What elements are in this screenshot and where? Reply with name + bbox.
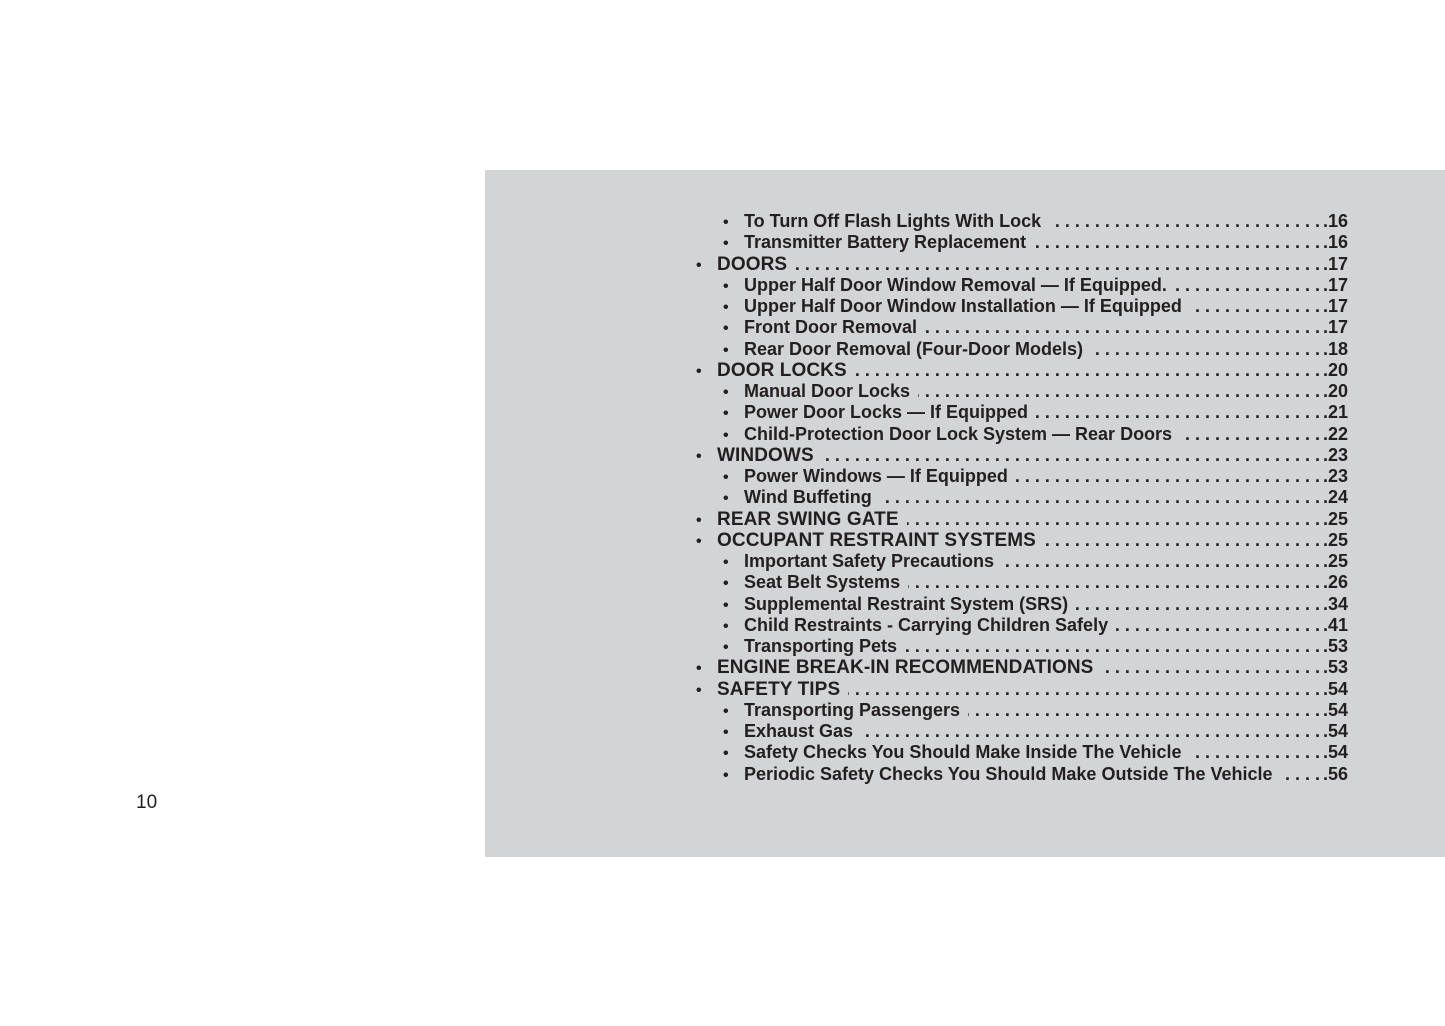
dot-leader — [918, 381, 1320, 402]
toc-entry-title: Upper Half Door Window Removal — If Equipped. — [744, 274, 1167, 295]
dot-leader — [1049, 211, 1320, 232]
dot-leader — [1175, 275, 1320, 296]
toc-entry-title: Important Safety Precautions — [744, 551, 995, 571]
toc-subsection[interactable] — [696, 232, 1348, 253]
dot-leader — [848, 679, 1320, 700]
toc-entry-page: .54 — [1322, 742, 1348, 763]
toc-entry-title: Seat Belt Systems — [744, 572, 901, 593]
toc-subsection[interactable] — [696, 275, 1348, 296]
toc-subsection[interactable] — [696, 487, 1348, 508]
toc-entry-page: .18 — [1322, 338, 1348, 359]
dot-leader — [1044, 530, 1320, 551]
bullet-icon: • — [723, 596, 729, 614]
toc-entry-page: .24 — [1322, 487, 1348, 508]
dot-leader — [855, 360, 1320, 381]
page-number: 10 — [136, 792, 158, 813]
toc-entry-page: .41 — [1322, 614, 1348, 635]
toc-entry-page: .54 — [1322, 721, 1348, 741]
toc-entry-page: .23 — [1322, 444, 1348, 465]
toc-subsection[interactable] — [696, 742, 1348, 763]
toc-subsection[interactable] — [696, 764, 1348, 785]
bullet-icon: • — [723, 702, 729, 720]
toc-subsection[interactable] — [696, 296, 1348, 317]
toc-panel — [485, 170, 1445, 857]
dot-leader — [1036, 402, 1320, 423]
toc-entry-title: Upper Half Door Window Installation — If Equipped — [744, 296, 1182, 316]
bullet-icon: • — [723, 426, 729, 444]
dot-leader — [1190, 296, 1320, 317]
toc-subsection[interactable] — [696, 317, 1348, 338]
toc-entry-title: Wind Buffeting — [744, 487, 872, 508]
toc-entry-page: .21 — [1322, 402, 1348, 423]
toc-entry-title: ENGINE BREAK-IN RECOMMENDATIONS — [717, 657, 1094, 679]
toc-entry-page: .25 — [1322, 529, 1348, 550]
toc-entry-title: OCCUPANT RESTRAINT SYSTEMS — [717, 529, 1036, 551]
dot-leader — [1101, 657, 1320, 678]
toc-entry-page: .20 — [1322, 359, 1348, 380]
toc-entry-page: .17 — [1322, 317, 1348, 338]
toc-entry-title: SAFETY TIPS — [717, 678, 841, 700]
toc-subsection[interactable] — [696, 594, 1348, 615]
toc-section[interactable] — [696, 679, 1348, 700]
toc-entry-page: .23 — [1322, 466, 1348, 486]
dot-leader — [822, 445, 1320, 466]
toc-subsection[interactable] — [696, 615, 1348, 636]
toc-entry-title: Child-Protection Door Lock System — Rear Doors — [744, 423, 1173, 444]
toc-entry-page: .54 — [1322, 699, 1348, 720]
toc-entry-page: .25 — [1322, 508, 1348, 529]
toc-subsection[interactable] — [696, 572, 1348, 593]
toc-subsection[interactable] — [696, 721, 1348, 742]
bullet-icon: • — [696, 681, 702, 699]
toc-entry-page: .16 — [1322, 211, 1348, 231]
dot-leader — [1189, 742, 1319, 763]
toc-entry-page: .54 — [1322, 678, 1348, 699]
toc-entry-title: Rear Door Removal (Four-Door Models) — [744, 338, 1084, 359]
toc-entry-title: Periodic Safety Checks You Should Make Outside The Vehicle — [744, 763, 1273, 784]
bullet-icon: • — [723, 724, 729, 741]
dot-leader — [1116, 615, 1320, 636]
toc-entry-title: To Turn Off Flash Lights With Lock — [744, 211, 1042, 231]
bullet-icon: • — [696, 660, 702, 678]
toc-subsection[interactable] — [696, 551, 1348, 572]
dot-leader — [1016, 466, 1320, 487]
toc-entry-page: .16 — [1322, 232, 1348, 253]
toc-section[interactable] — [696, 360, 1348, 381]
bullet-icon: • — [723, 405, 729, 423]
bullet-icon: • — [696, 511, 702, 529]
dot-leader — [908, 572, 1320, 593]
toc-entry-title: Transporting Passengers — [744, 699, 961, 720]
bullet-icon: • — [696, 447, 702, 465]
toc-entry-page: .56 — [1322, 763, 1348, 784]
dot-leader — [905, 636, 1320, 657]
toc-section[interactable] — [696, 254, 1348, 275]
bullet-icon: • — [723, 575, 729, 593]
bullet-icon: • — [723, 214, 729, 231]
toc-entry-title: WINDOWS — [717, 444, 814, 466]
toc-entry-title: Power Windows — If Equipped — [744, 466, 1008, 486]
bullet-icon: • — [723, 235, 729, 253]
toc-subsection[interactable] — [696, 339, 1348, 360]
bullet-icon: • — [723, 277, 729, 295]
toc-entry-page: .26 — [1322, 572, 1348, 593]
bullet-icon: • — [723, 554, 729, 571]
bullet-icon: • — [723, 384, 729, 401]
toc-entry-title: Child Restraints - Carrying Children Safely — [744, 614, 1109, 635]
dot-leader — [1281, 764, 1320, 785]
bullet-icon: • — [723, 299, 729, 316]
dot-leader — [1002, 551, 1320, 572]
toc-entry-title: REAR SWING GATE — [717, 508, 899, 530]
dot-leader — [1180, 424, 1320, 445]
dot-leader — [880, 487, 1320, 508]
toc-section[interactable] — [696, 509, 1348, 530]
toc-subsection[interactable] — [696, 402, 1348, 423]
dot-leader — [925, 317, 1320, 338]
toc-section[interactable] — [696, 530, 1348, 551]
bullet-icon: • — [723, 341, 729, 359]
dot-leader — [1091, 339, 1320, 360]
bullet-icon: • — [723, 617, 729, 635]
toc-section[interactable] — [696, 445, 1348, 466]
dot-leader — [1076, 594, 1320, 615]
toc-subsection[interactable] — [696, 700, 1348, 721]
dot-leader — [907, 509, 1320, 530]
toc-section[interactable] — [696, 657, 1348, 678]
toc-entry-page: .25 — [1322, 551, 1348, 571]
toc-entry-page: .34 — [1322, 593, 1348, 614]
toc-subsection[interactable] — [696, 466, 1348, 487]
toc-entry-page: .20 — [1322, 381, 1348, 401]
bullet-icon: • — [723, 745, 729, 763]
toc-entry-title: Front Door Removal — [744, 317, 918, 338]
bullet-icon: • — [723, 639, 729, 656]
toc-entry-page: .53 — [1322, 657, 1348, 678]
bullet-icon: • — [696, 362, 702, 380]
table-of-contents — [696, 211, 1348, 785]
bullet-icon: • — [723, 320, 729, 338]
bullet-icon: • — [696, 532, 702, 550]
toc-entry-page: .53 — [1322, 636, 1348, 656]
toc-subsection[interactable] — [696, 636, 1348, 657]
dot-leader — [795, 254, 1320, 275]
toc-entry-page: .17 — [1322, 274, 1348, 295]
toc-entry-title: Power Door Locks — If Equipped — [744, 402, 1029, 423]
toc-entry-page: .22 — [1322, 423, 1348, 444]
toc-entry-title: DOOR LOCKS — [717, 359, 847, 381]
toc-entry-title: Manual Door Locks — [744, 381, 911, 401]
toc-entry-page: .17 — [1322, 253, 1348, 274]
toc-entry-title: Safety Checks You Should Make Inside The Vehicle — [744, 742, 1182, 763]
toc-entry-title: Exhaust Gas — [744, 721, 854, 741]
bullet-icon: • — [723, 469, 729, 486]
bullet-icon: • — [723, 766, 729, 784]
bullet-icon: • — [696, 256, 702, 274]
toc-entry-title: Supplemental Restraint System (SRS) — [744, 593, 1069, 614]
toc-entry-title: Transporting Pets — [744, 636, 898, 656]
toc-entry-title: DOORS — [717, 253, 788, 275]
dot-leader — [1034, 232, 1320, 253]
dot-leader — [968, 700, 1320, 721]
toc-subsection[interactable] — [696, 211, 1348, 232]
toc-subsection[interactable] — [696, 381, 1348, 402]
dot-leader — [861, 721, 1320, 742]
bullet-icon: • — [723, 490, 729, 508]
toc-subsection[interactable] — [696, 424, 1348, 445]
toc-entry-title: Transmitter Battery Replacement — [744, 232, 1027, 253]
toc-entry-page: .17 — [1322, 296, 1348, 316]
